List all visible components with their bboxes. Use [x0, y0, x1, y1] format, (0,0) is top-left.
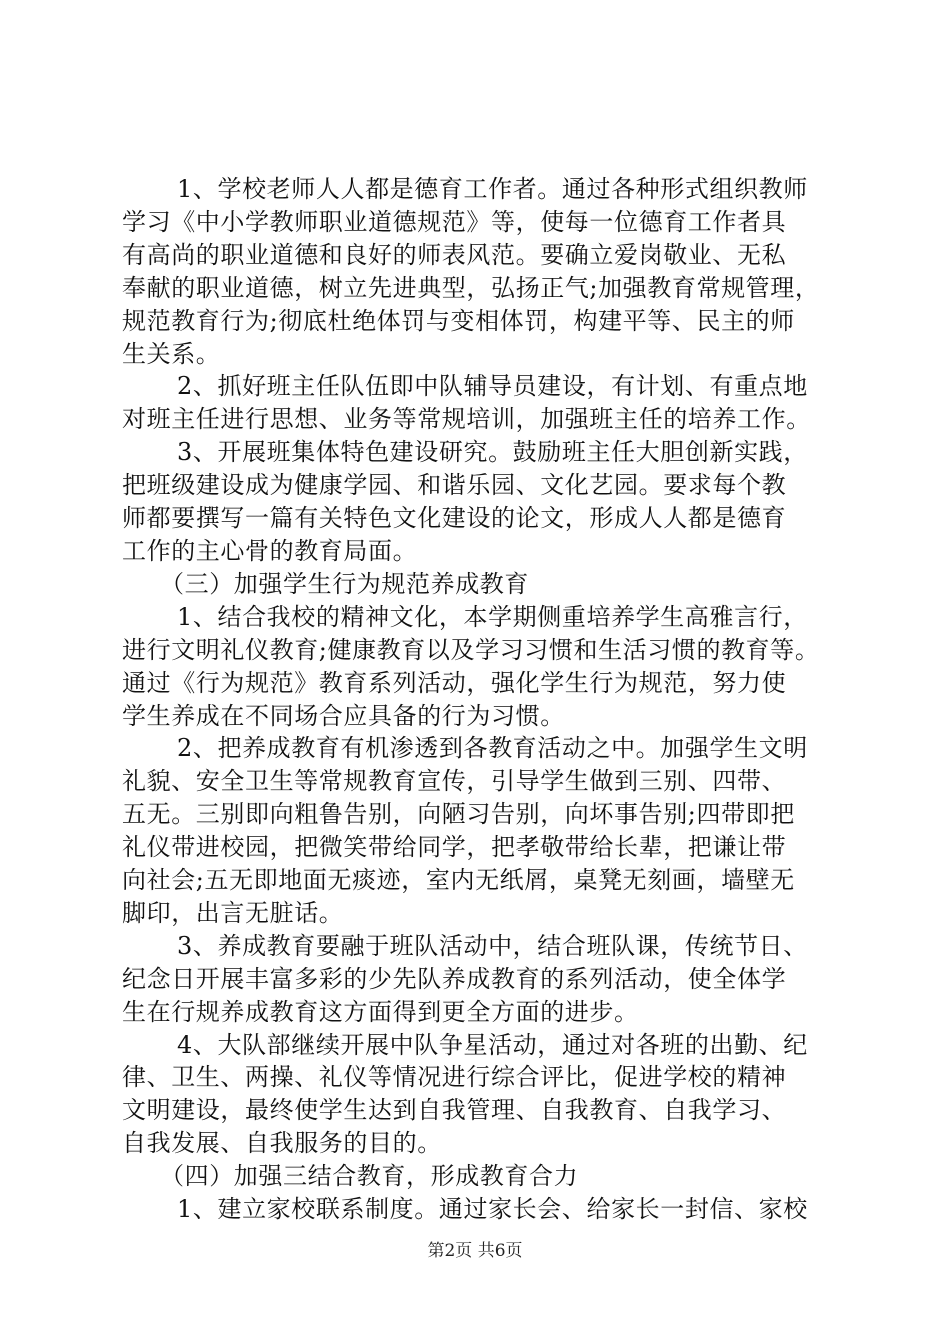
- text-line: 把班级建设成为健康学园、和谐乐园、文化艺园。要求每个教: [122, 471, 787, 499]
- text-line: 学生养成在不同场合应具备的行为习惯。: [122, 702, 565, 730]
- text-line: 律、卫生、两操、礼仪等情况进行综合评比，促进学校的精神: [122, 1063, 787, 1091]
- text-line: 1、建立家校联系制度。通过家长会、给家长一封信、家校: [177, 1195, 808, 1223]
- text-line: 脚印，出言无脏话。: [122, 899, 344, 927]
- section-heading: （三）加强学生行为规范养成教育: [160, 570, 529, 598]
- text-line: 1、结合我校的精神文化，本学期侧重培养学生高雅言行，: [177, 603, 808, 631]
- text-line: 师都要撰写一篇有关特色文化建设的论文，形成人人都是德育: [122, 504, 787, 532]
- text-line: 生在行规养成教育这方面得到更全方面的进步。: [122, 998, 639, 1026]
- text-line: 纪念日开展丰富多彩的少先队养成教育的系列活动，使全体学: [122, 965, 787, 993]
- text-line: 对班主任进行思想、业务等常规培训，加强班主任的培养工作。: [122, 405, 811, 433]
- text-line: 向社会;五无即地面无痰迹，室内无纸屑，桌凳无刻画，墙壁无: [122, 866, 795, 894]
- text-line: 有高尚的职业道德和良好的师表风范。要确立爱岗敬业、无私: [122, 241, 787, 269]
- text-line: 2、抓好班主任队伍即中队辅导员建设，有计划、有重点地: [177, 372, 808, 400]
- text-line: 文明建设，最终使学生达到自我管理、自我教育、自我学习、: [122, 1096, 787, 1124]
- text-line: 2、把养成教育有机渗透到各教育活动之中。加强学生文明: [177, 734, 808, 762]
- page-footer: 第2页 共6页: [427, 1241, 523, 1261]
- text-line: 进行文明礼仪教育;健康教育以及学习习惯和生活习惯的教育等。: [122, 636, 820, 664]
- text-line: 礼貌、安全卫生等常规教育宣传，引导学生做到三别、四带、: [122, 767, 787, 795]
- section-heading: （四）加强三结合教育，形成教育合力: [160, 1162, 579, 1190]
- text-line: 3、开展班集体特色建设研究。鼓励班主任大胆创新实践，: [177, 438, 808, 466]
- text-line: 工作的主心骨的教育局面。: [122, 537, 418, 565]
- text-line: 学习《中小学教师职业道德规范》等，使每一位德育工作者具: [122, 208, 787, 236]
- text-line: 3、养成教育要融于班队活动中，结合班队课，传统节日、: [177, 932, 808, 960]
- text-line: 礼仪带进校园，把微笑带给同学，把孝敬带给长辈，把谦让带: [122, 833, 787, 861]
- text-line: 规范教育行为;彻底杜绝体罚与变相体罚，构建平等、民主的师: [122, 307, 795, 335]
- text-line: 4、大队部继续开展中队争星活动，通过对各班的出勤、纪: [177, 1031, 808, 1059]
- text-line: 通过《行为规范》教育系列活动，强化学生行为规范，努力使: [122, 669, 787, 697]
- text-line: 奉献的职业道德，树立先进典型，弘扬正气;加强教育常规管理，: [122, 274, 820, 302]
- text-line: 1、学校老师人人都是德育工作者。通过各种形式组织教师: [177, 175, 808, 203]
- text-line: 五无。三别即向粗鲁告别，向陋习告别，向坏事告别;四带即把: [122, 800, 795, 828]
- text-line: 生关系。: [122, 340, 221, 368]
- text-line: 自我发展、自我服务的目的。: [122, 1129, 442, 1157]
